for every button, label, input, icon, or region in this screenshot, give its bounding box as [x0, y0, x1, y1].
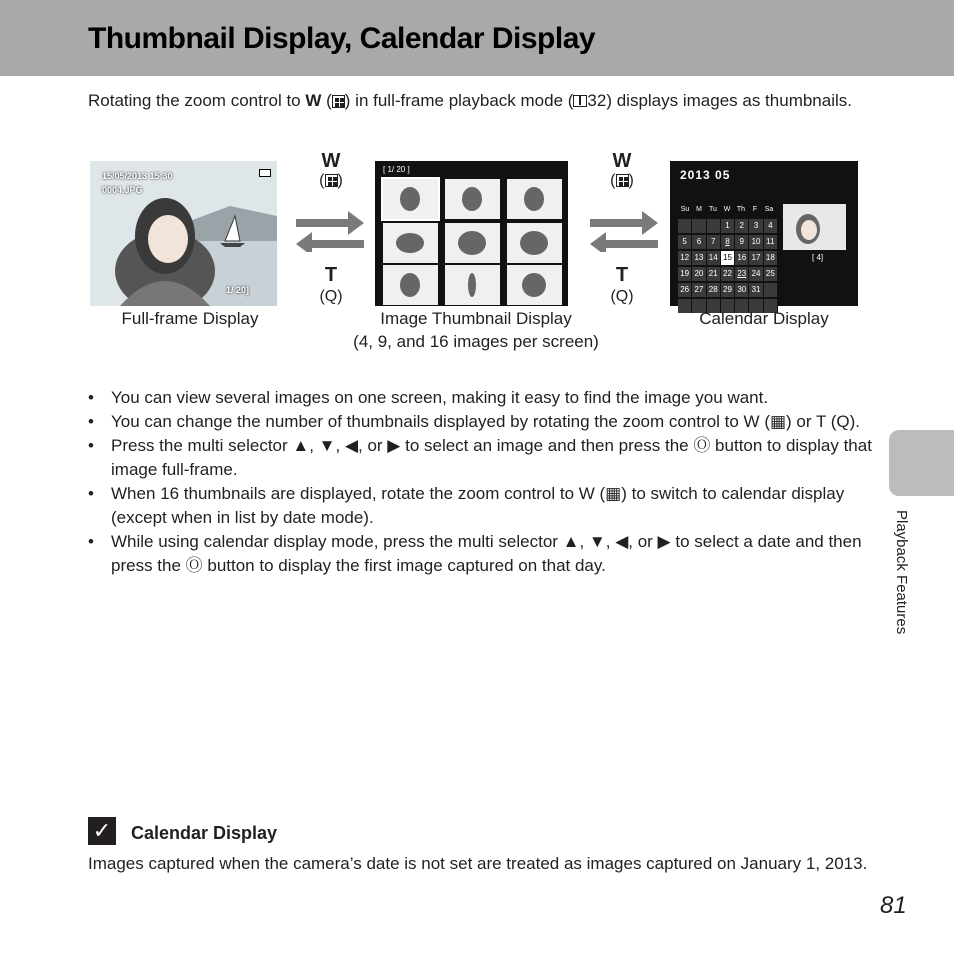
- calendar-day[interactable]: 25: [764, 267, 778, 281]
- calendar-day[interactable]: 20: [692, 267, 706, 281]
- calendar-weekday: Tu: [709, 206, 717, 213]
- caption-thumbnail-1: Image Thumbnail Display: [380, 309, 572, 328]
- full-frame-screen: [90, 161, 277, 306]
- zoom-w-left-icon-wrap: ( ): [319, 172, 343, 189]
- calendar-weekday: Su: [680, 206, 690, 213]
- page-title: Thumbnail Display, Calendar Display: [88, 22, 596, 55]
- calendar-week-row: [678, 235, 778, 251]
- calendar-day[interactable]: 9: [735, 235, 749, 249]
- calendar-day[interactable]: [678, 219, 692, 233]
- caption-full-frame: Full-frame Display: [121, 309, 259, 328]
- calendar-day[interactable]: 8: [721, 235, 735, 249]
- calendar-day[interactable]: 10: [749, 235, 763, 249]
- bullet-item: • You can change the number of thumbnails displayed by rotating the zoom control to W (▦) or T (Q).: [88, 410, 878, 434]
- calendar-week-row: [678, 251, 778, 267]
- calendar-day[interactable]: 2: [735, 219, 749, 233]
- calendar-day[interactable]: 18: [764, 251, 778, 265]
- calendar-day[interactable]: 22: [721, 267, 735, 281]
- calendar-day[interactable]: 14: [707, 251, 721, 265]
- calendar-day[interactable]: 27: [692, 283, 706, 297]
- full-frame-date: 15/05/2013 15:30: [102, 171, 173, 181]
- calendar-day[interactable]: 15: [721, 251, 735, 265]
- calendar-preview: [783, 204, 846, 250]
- zoom-w-right: W: [612, 150, 632, 172]
- calendar-day[interactable]: [707, 219, 721, 233]
- calendar-day[interactable]: [692, 219, 706, 233]
- calendar-weekday: Sa: [764, 206, 774, 213]
- calendar-week-row: [678, 283, 778, 299]
- intro-text-1: Rotating the zoom control to: [88, 91, 306, 110]
- battery-icon: [259, 169, 271, 177]
- calendar-day[interactable]: 28: [707, 283, 721, 297]
- thumbnail-counter: [ 1/ 20 ]: [383, 165, 410, 174]
- calendar-day[interactable]: 21: [707, 267, 721, 281]
- intro-paragraph: [88, 89, 878, 113]
- calendar-day[interactable]: 13: [692, 251, 706, 265]
- bullet-item: • While using calendar display mode, press the multi selector ▲, ▼, ◀, or ▶ to select a date and then press the Ⓞ button to display the first image captured on that day.: [88, 530, 878, 578]
- thumbnail-icon: [325, 174, 338, 187]
- calendar-day[interactable]: 24: [749, 267, 763, 281]
- zoom-w-label: W: [305, 91, 322, 110]
- bullet-item: • When 16 thumbnails are displayed, rotate the zoom control to W (▦) to switch to calendar display (except when in list by date mode).: [88, 482, 878, 530]
- full-frame-file: 0004.JPG: [102, 185, 143, 195]
- calendar-counter: [ 4]: [812, 253, 824, 262]
- calendar-day[interactable]: 11: [764, 235, 778, 249]
- intro-text-4: 32) displays images as thumbnails.: [587, 91, 852, 110]
- zoom-t-right: T: [615, 264, 629, 286]
- calendar-day[interactable]: 17: [749, 251, 763, 265]
- calendar-day[interactable]: 16: [735, 251, 749, 265]
- calendar-day[interactable]: [764, 283, 778, 297]
- calendar-day[interactable]: 31: [749, 283, 763, 297]
- calendar-day[interactable]: 1: [721, 219, 735, 233]
- book-reference-icon: [573, 95, 587, 107]
- bullet-item: • Press the multi selector ▲, ▼, ◀, or ▶ to select an image and then press the Ⓞ button to display that image full-frame.: [88, 434, 878, 482]
- caption-calendar: Calendar Display: [699, 309, 829, 328]
- calendar-month: 2013 05: [680, 168, 731, 182]
- intro-text-2: (: [321, 91, 332, 110]
- calendar-grid: [678, 203, 778, 315]
- intro-text-3: ) in full-frame playback mode (: [344, 91, 574, 110]
- calendar-week-row: [678, 267, 778, 283]
- thumbnail-screen: [375, 161, 568, 306]
- note-title: Calendar Display: [131, 823, 278, 843]
- calendar-day[interactable]: 4: [764, 219, 778, 233]
- note-body: Images captured when the camera’s date is not set are treated as images captured on January 1, 2013.: [88, 854, 868, 873]
- arrows-right: [590, 207, 660, 252]
- zoom-t-left: T: [324, 264, 338, 286]
- calendar-weekday: W: [723, 206, 731, 213]
- calendar-day[interactable]: 12: [678, 251, 692, 265]
- calendar-day[interactable]: 29: [721, 283, 735, 297]
- thumbnail-grid: [375, 161, 568, 306]
- calendar-weekday: M: [696, 206, 702, 213]
- calendar-day[interactable]: 6: [692, 235, 706, 249]
- bullet-item: • You can view several images on one screen, making it easy to find the image you want.: [88, 386, 878, 410]
- calendar-weekday: Th: [736, 206, 746, 213]
- thumbnail-icon: [332, 95, 345, 108]
- calendar-week-row: [678, 219, 778, 235]
- zoom-w-left: W: [321, 150, 341, 172]
- caption-thumbnail-2: (4, 9, and 16 images per screen): [353, 332, 599, 351]
- full-frame-counter: 1/ 20]: [226, 285, 250, 295]
- bullet-list: [88, 386, 878, 578]
- zoom-t-right-sub: (Q): [610, 288, 634, 305]
- zoom-w-right-icon-wrap: ( ): [610, 172, 634, 189]
- thumbnail-icon: [616, 174, 629, 187]
- zoom-t-left-sub: (Q): [319, 288, 343, 305]
- calendar-day[interactable]: 3: [749, 219, 763, 233]
- calendar-day[interactable]: 30: [735, 283, 749, 297]
- calendar-day[interactable]: 7: [707, 235, 721, 249]
- calendar-weekday-row: [678, 203, 778, 219]
- section-label: Playback Features: [893, 510, 910, 635]
- calendar-day[interactable]: 19: [678, 267, 692, 281]
- calendar-day[interactable]: 26: [678, 283, 692, 297]
- check-icon: ✓: [88, 817, 116, 845]
- calendar-day[interactable]: 5: [678, 235, 692, 249]
- calendar-day[interactable]: 23: [735, 267, 749, 281]
- calendar-weekday: F: [752, 206, 758, 213]
- section-tab: [889, 430, 954, 496]
- page-number: 81: [880, 892, 907, 919]
- arrows-left: [296, 207, 366, 252]
